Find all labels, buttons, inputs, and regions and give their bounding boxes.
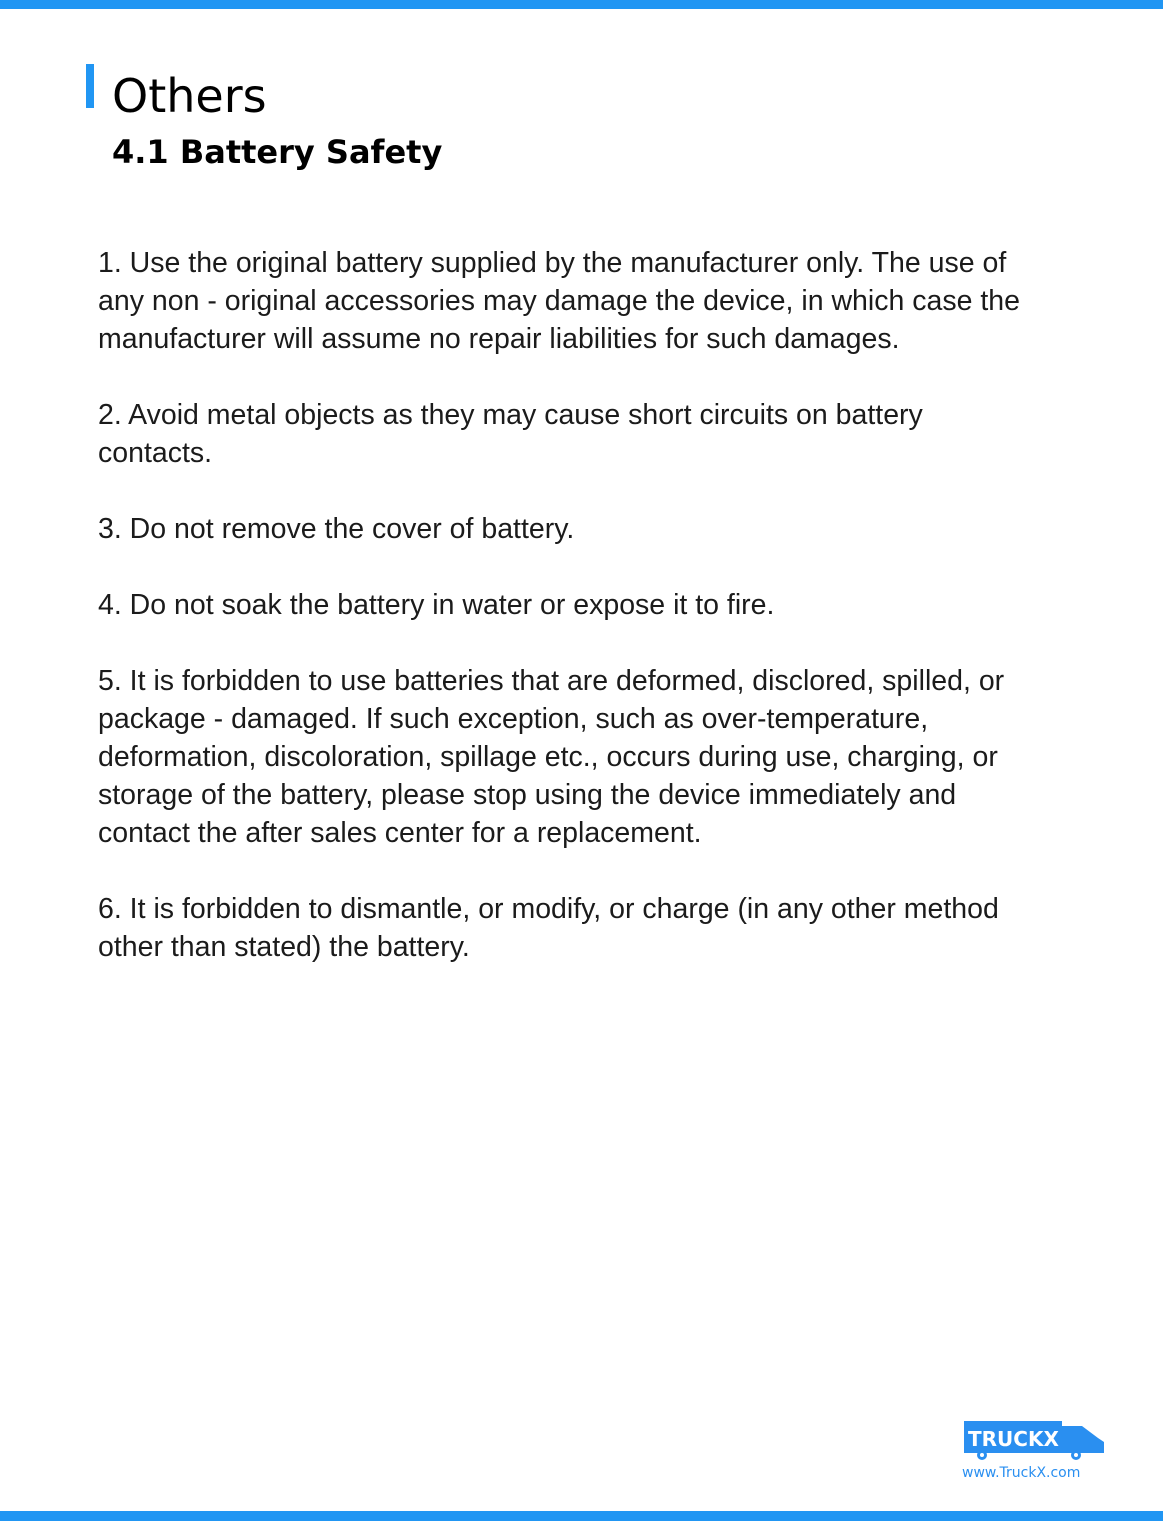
top-accent-bar [0, 0, 1163, 9]
list-item: 3. Do not remove the cover of battery. [98, 513, 575, 545]
bottom-accent-bar [0, 1511, 1163, 1521]
logo-url: www.TruckX.com [962, 1465, 1081, 1481]
section-marker [86, 64, 94, 108]
list-item: 6. It is forbidden to dismantle, or modify, or charge (in any other method other than stated) the battery. [98, 893, 999, 963]
truckx-logo [958, 1408, 1108, 1498]
section-title: Others [112, 69, 267, 123]
safety-list [98, 244, 1038, 1004]
subsection-title: 4.1 Battery Safety [112, 133, 443, 171]
logo-wordmark: TRUCKX [968, 1427, 1059, 1451]
list-item: 4. Do not soak the battery in water or expose it to fire. [98, 589, 775, 621]
list-item: 2. Avoid metal objects as they may cause short circuits on battery contacts. [98, 399, 923, 469]
list-item: 1. Use the original battery supplied by the manufacturer only. The use of any non - original accessories may damage the device, in which case the manufacturer will assume no repair liabilities for such damages. [98, 247, 1020, 355]
list-item: 5. It is forbidden to use batteries that are deformed, disclored, spilled, or package - damaged. If such exception, such as over-temperature, deformation, discoloration, spillage etc., occurs during use, charging, or storage of the battery, please stop using the device immediately and contact the after sales center for a replacement. [98, 665, 1005, 849]
